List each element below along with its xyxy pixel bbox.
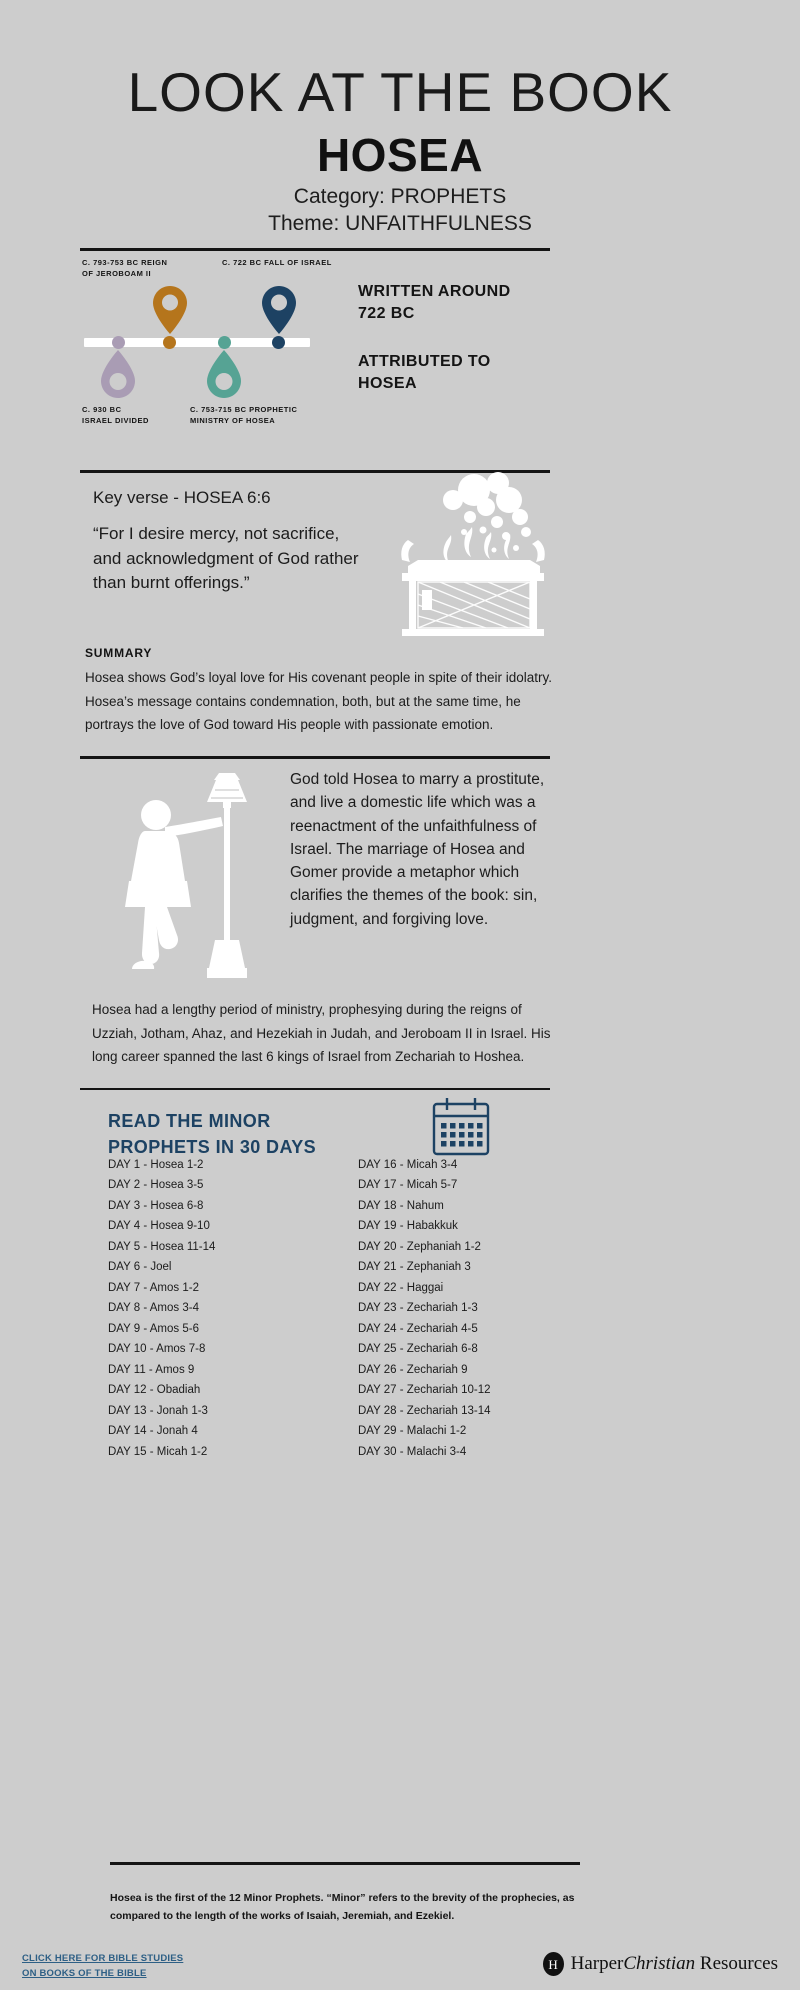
reading-plan-column-right (358, 1155, 491, 1462)
attributed-to-line2: HOSEA (358, 374, 417, 392)
timeline-label-jeroboam (82, 258, 202, 280)
key-verse-label: Key verse - HOSEA 6:6 (93, 488, 271, 507)
timeline-label-ministry-of-hosea (190, 405, 340, 427)
brand-part2: Christian (623, 1953, 696, 1974)
summary-text: Hosea shows God’s loyal love for His covenant people in spite of their idolatry. Hosea’s message contains condemnation, both, but at the same time, he portrays the love of God toward His people with passionate emotion. (85, 670, 552, 733)
brand-mark-icon: H (543, 1952, 564, 1976)
reading-plan-day: DAY 12 - Obadiah (108, 1384, 201, 1397)
woman-by-lamppost-icon (115, 765, 275, 995)
reading-plan-day: DAY 5 - Hosea 11-14 (108, 1240, 216, 1253)
altar-with-smoke-icon (378, 470, 568, 640)
timeline-dot-fall-of-israel (272, 336, 285, 349)
reading-plan-day: DAY 11 - Amos 9 (108, 1363, 195, 1376)
book-title: HOSEA (316, 129, 484, 181)
bible-studies-link[interactable] (22, 1952, 183, 1981)
reading-plan-column-left (108, 1155, 215, 1462)
timeline-dot-israel-divided (112, 336, 125, 349)
footnote-text: Hosea is the first of the 12 Minor Prophets. “Minor” refers to the brevity of the prophecies, as compared to the length of the works of Isaiah, Jeremiah, and Ezekiel. (110, 1892, 575, 1922)
reading-plan-heading (108, 1108, 338, 1160)
timeline-dot-jeroboam (163, 336, 176, 349)
timeline-pin-ministry-of-hosea (207, 350, 241, 403)
reading-plan-day: DAY 18 - Nahum (358, 1199, 444, 1212)
reading-plan-day: DAY 26 - Zechariah 9 (358, 1363, 468, 1376)
divider-marriage (80, 756, 550, 759)
summary-label: SUMMARY (85, 646, 153, 660)
reading-plan-day: DAY 8 - Amos 3-4 (108, 1302, 199, 1315)
reading-plan-day: DAY 25 - Zechariah 6-8 (358, 1343, 478, 1356)
reading-plan-day: DAY 13 - Jonah 1-3 (108, 1404, 208, 1417)
timeline-label-line2: MINISTRY OF HOSEA (190, 415, 276, 425)
reading-plan-day: DAY 17 - Micah 5-7 (358, 1179, 458, 1192)
reading-plan-day: DAY 30 - Malachi 3-4 (358, 1445, 467, 1458)
timeline-label-line1: C. 722 BC FALL OF ISRAEL (222, 258, 332, 267)
reading-plan-heading-line1: READ THE MINOR (108, 1111, 271, 1131)
page-title: LOOK AT THE BOOK (127, 61, 673, 123)
timeline-label-line1: C. 793-753 BC REIGN (82, 258, 168, 267)
timeline-label-line2: OF JEROBOAM II (82, 268, 152, 278)
reading-plan-day: DAY 16 - Micah 3-4 (358, 1159, 458, 1171)
category-label: Category: PROPHETS (293, 185, 507, 208)
reading-plan-day: DAY 10 - Amos 7-8 (108, 1343, 206, 1356)
attributed-to-line1: ATTRIBUTED TO (358, 353, 491, 370)
brand-part1: Harper (570, 1953, 624, 1974)
brand-name (571, 1953, 778, 1975)
divider-reading-plan (80, 1088, 550, 1090)
timeline-label-line1: C. 753-715 BC PROPHETIC (190, 405, 298, 414)
reading-plan-day: DAY 1 - Hosea 1-2 (108, 1159, 204, 1171)
brand-part3: Resources (695, 1953, 778, 1974)
reading-plan-day: DAY 20 - Zephaniah 1-2 (358, 1240, 481, 1253)
timeline-dot-ministry-of-hosea (218, 336, 231, 349)
timeline-pin-jeroboam (153, 286, 187, 339)
key-verse-text: “For I desire mercy, not sacrifice, and acknowledgment of God rather than burnt offerings.” (93, 524, 359, 593)
brand-logo (543, 1952, 778, 1976)
reading-plan-day: DAY 14 - Jonah 4 (108, 1425, 198, 1438)
reading-plan-day: DAY 29 - Malachi 1-2 (358, 1425, 467, 1438)
reading-plan-heading-line2: PROPHETS IN 30 DAYS (108, 1137, 316, 1158)
marriage-text: God told Hosea to marry a prostitute, and live a domestic life which was a reenactment of the unfaithfulness of Israel. The marriage of Hosea and Gomer provide a metaphor which clarifies the themes of the book: sin, judgment, and forgiving love. (290, 771, 545, 928)
written-around-fact (358, 281, 558, 324)
timeline-label-israel-divided (82, 405, 192, 427)
divider-footnote (110, 1862, 580, 1865)
theme-label: Theme: UNFAITHFULNESS (268, 212, 532, 235)
timeline-label-fall-of-israel (222, 258, 362, 269)
written-around-line1: WRITTEN AROUND (358, 283, 511, 300)
reading-plan-day: DAY 22 - Haggai (358, 1281, 444, 1294)
timeline-pin-fall-of-israel (262, 286, 296, 339)
reading-plan-day: DAY 6 - Joel (108, 1261, 172, 1274)
timeline-label-line1: C. 930 BC (82, 405, 122, 414)
written-around-line2: 722 BC (358, 304, 415, 322)
reading-plan-day: DAY 15 - Micah 1-2 (108, 1445, 208, 1458)
reading-plan-day: DAY 19 - Habakkuk (358, 1220, 458, 1233)
reading-plan-day: DAY 28 - Zechariah 13-14 (358, 1404, 491, 1417)
reading-plan-day: DAY 4 - Hosea 9-10 (108, 1220, 210, 1233)
bible-studies-link-line1: CLICK HERE FOR BIBLE STUDIES (22, 1953, 184, 1964)
reading-plan-day: DAY 3 - Hosea 6-8 (108, 1199, 204, 1212)
calendar-icon (430, 1096, 492, 1158)
reading-plan-day: DAY 21 - Zephaniah 3 (358, 1261, 471, 1274)
bible-studies-link-line2: ON BOOKS OF THE BIBLE (22, 1967, 147, 1979)
reading-plan-day: DAY 7 - Amos 1-2 (108, 1281, 199, 1294)
reading-plan-day: DAY 2 - Hosea 3-5 (108, 1179, 204, 1192)
timeline-pin-israel-divided (101, 350, 135, 403)
reading-plan-day: DAY 23 - Zechariah 1-3 (358, 1302, 478, 1315)
reading-plan-day: DAY 9 - Amos 5-6 (108, 1322, 199, 1335)
attributed-to-fact (358, 351, 558, 394)
reading-plan-day: DAY 24 - Zechariah 4-5 (358, 1322, 478, 1335)
timeline-label-line2: ISRAEL DIVIDED (82, 415, 149, 425)
ministry-text: Hosea had a lengthy period of ministry, prophesying during the reigns of Uzziah, Jotham, Ahaz, and Hezekiah in Judah, and Jeroboam II in Israel. His long career spanned the last 6 kings of Israel from Zechariah to Hoshea. (92, 1002, 551, 1065)
divider-top (80, 248, 550, 251)
reading-plan-day: DAY 27 - Zechariah 10-12 (358, 1384, 491, 1397)
